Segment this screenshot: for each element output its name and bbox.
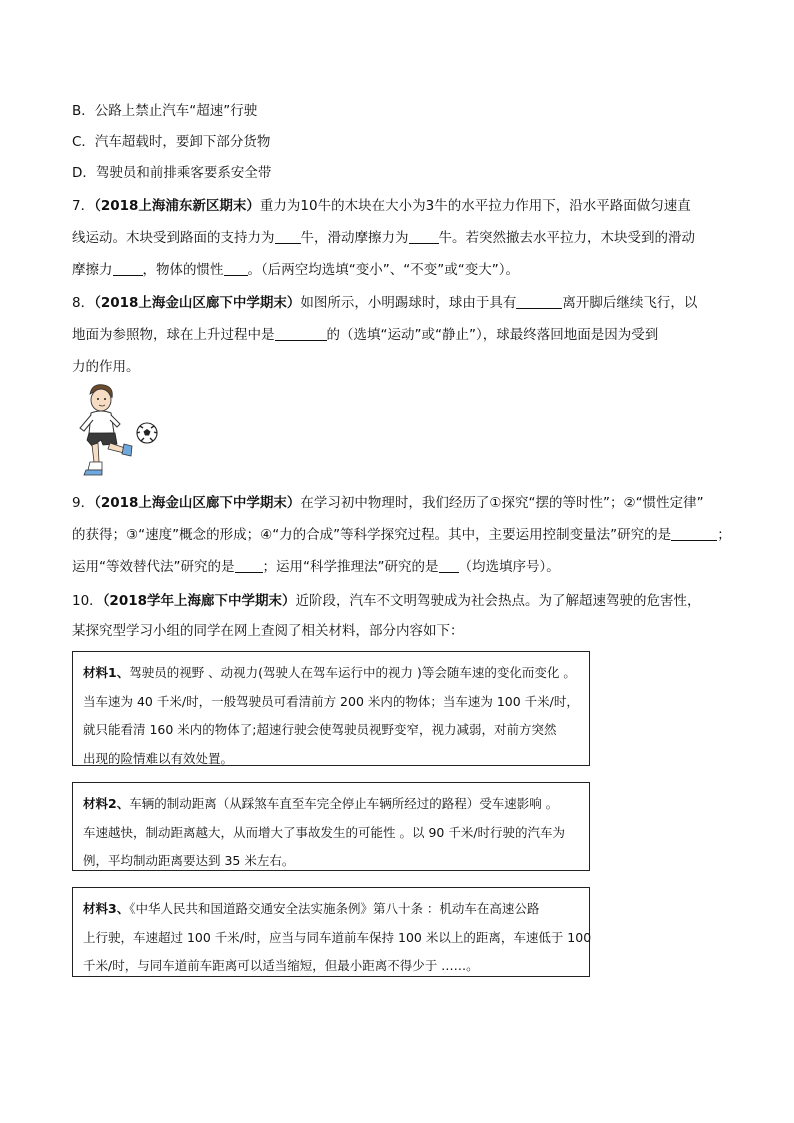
q8-line-3: 力的作用。 [72,359,140,375]
q9-line-2: 的获得；③“速度”概念的形成；④“力的合成”等科学探究过程。其中，主要运用控制变量法”研究的是 ； [72,527,731,543]
q8-line-2: 地面为参照物，球在上升过程中是 的（选填“运动”或“静止”），球最终落回地面是因为受到 [72,327,659,343]
q7-number: 7． [72,198,95,214]
q7-line-3: 摩擦力 ，物体的惯性 。（后两空均选填“变小”、“不变”或“变大”）。 [72,262,519,278]
material-line: 材料2、车辆的制动距离（从踩煞车直至车完全停止车辆所经过的路程）受车速影响 。 [83,796,559,811]
boy-icon [80,385,132,475]
q9-line-3: 运用“等效替代法”研究的是 ；运用“科学推理法”研究的是 （均选填序号）。 [72,559,560,575]
material-line: 上行驶，车速超过 100 千米/时，应当与同车道前车保持 100 米以上的距离，车速低于 100 [83,929,592,945]
material-line: 当车速为 40 千米/时，一般驾驶员可看清前方 200 米内的物体；当车速为 100 千米/时， [83,693,579,709]
q10-number: 10． [72,593,103,609]
q7-line-2: 线运动。木块受到路面的支持力为 牛，滑动摩擦力为 牛。若突然撤去水平拉力，木块受到的滑动 [72,230,695,246]
q10-source: （2018学年上海廊下中学期末） [102,593,296,609]
q9-source: （2018上海金山区廊下中学期末） [94,495,301,511]
answer-blank[interactable] [671,526,717,541]
material-box-3 [72,887,590,977]
q9-number: 9． [72,495,95,511]
material-box-2 [72,782,590,871]
q9-line-1: 9．（2018上海金山区廊下中学期末）在学习初中物理时，我们经历了①探究“摆的等时性”；②“惯性定律” [72,495,704,511]
answer-blank[interactable] [516,294,562,309]
material-label: 材料2、 [83,796,130,811]
q8-source: （2018上海金山区廊下中学期末） [94,295,301,311]
q8-line-1: 8．（2018上海金山区廊下中学期末）如图所示，小明踢球时，球由于具有 离开脚后继续飞行，以 [72,295,698,311]
answer-blank[interactable] [275,326,327,341]
q8-number: 8． [72,295,95,311]
material-line: 车速越快，制动距离越大，从而增大了事故发生的可能性 。以 90 千米/时行驶的汽车为 [83,824,566,840]
option-d: D．驾驶员和前排乘客要系安全带 [72,165,272,181]
q7-source: （2018上海浦东新区期末） [94,198,260,214]
material-line: 出现的险情难以有效处置。 [83,750,234,766]
material-label: 材料3、 [83,901,130,916]
answer-blank[interactable] [113,261,143,276]
answer-blank[interactable] [224,261,248,276]
material-label: 材料1、 [83,665,130,680]
boy-kicking-ball-figure [70,380,162,480]
answer-blank[interactable] [439,558,459,573]
option-c: C．汽车超载时，要卸下部分货物 [72,134,271,150]
material-line: 材料1、驾驶员的视野 、动视力(驾驶人在驾车运行中的视力 )等会随车速的变化而变化 。 [83,665,576,680]
soccer-ball-icon [137,423,157,443]
material-line: 千米/时，与同车道前车距离可以适当缩短，但最小距离不得少于 ……。 [83,958,479,973]
q10-line-2: 某探究型学习小组的同学在网上查阅了相关材料，部分内容如下： [72,623,464,639]
q10-line-1: 10．（2018学年上海廊下中学期末）近阶段，汽车不文明驾驶成为社会热点。为了解超速驾驶的危害性， [72,593,701,609]
answer-blank[interactable] [235,558,263,573]
answer-blank[interactable] [409,229,439,244]
option-b: B．公路上禁止汽车“超速”行驶 [72,103,258,119]
answer-blank[interactable] [275,229,301,244]
material-line: 就只能看清 160 米内的物体了;超速行驶会使驾驶员视野变窄，视力减弱，对前方突然 [83,722,557,737]
material-line: 例，平均制动距离要达到 35 米左右。 [83,853,295,868]
material-box-1 [72,651,590,766]
material-line: 材料3、《中华人民共和国道路交通安全法实施条例》第八十条 ：机动车在高速公路 [83,901,540,916]
q7-line-1: 7．（2018上海浦东新区期末）重力为10牛的木块在大小为3牛的水平拉力作用下，沿水平路面做匀速直 [72,198,691,214]
